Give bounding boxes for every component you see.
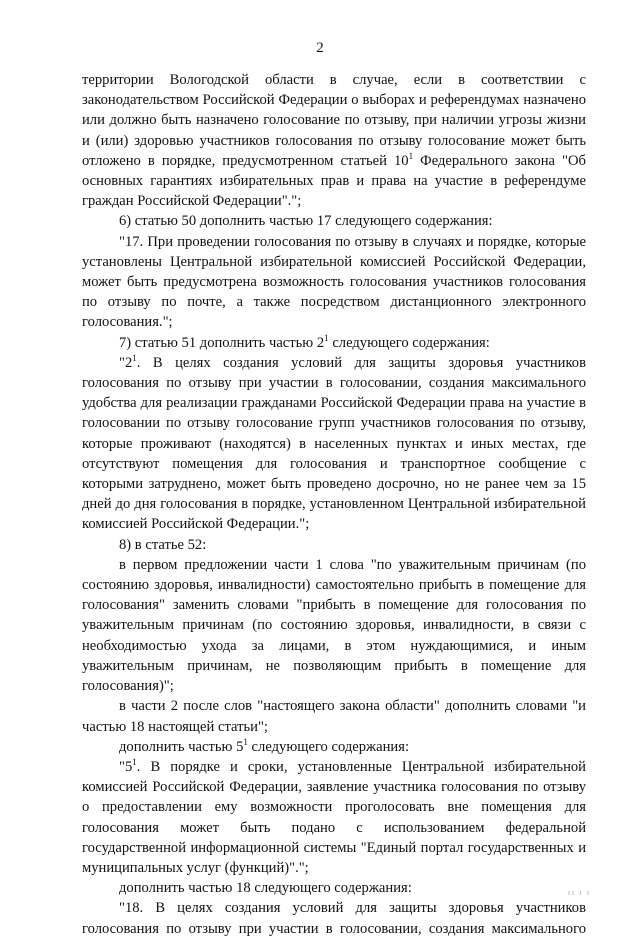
paragraph-item-8: 8) в статье 52: <box>119 536 207 553</box>
paragraph-part-17: "17. При проведении голосования по отзыву в случаях и порядке, которые установлены Центральной избирательной комиссией Российской Федерации, может быть предусмотрена возможность голосования участников голосования по отзыву по почте, а также посредством дистанционного электронного голосования."; <box>82 233 586 331</box>
paragraph-item-6: 6) статью 50 дополнить частью 17 следующего содержания: <box>119 213 493 230</box>
paragraph-part-5-1: "$5^1$. В порядке и сроки, установленные Центральной избирательной комиссией Российской Федерации, заявление участника голосования по отзыву о предоставлении ему возможности проголосовать вне помещения для голосования может быть подано с использованием федеральной государственной информационной системы "Единый портал государственных и муниципальных услуг (функций)"."; <box>82 756 586 876</box>
paragraph-add-part-18: дополнить частью 18 следующего содержания: <box>119 880 412 897</box>
paragraph-part-2-amendment: в части 2 после слов "настоящего закона области" дополнить словами "и частью 18 настоящей статьи"; <box>82 698 586 735</box>
paragraph-part-1-amendment: в первом предложении части 1 слова "по уважительным причинам (по состоянию здоровья, инвалидности) самостоятельно прибыть в помещение для голосования" заменить словами "прибыть в помещение для голосования по уважительным причинам (по состоянию здоровья, инвалидности, в связи с необходимостью ухода за лицами, в этом нуждающимися, и иным уважительным причинам, не позволяющим прибыть в помещение для голосования)"; <box>82 556 586 695</box>
page-number: 2 <box>316 40 324 56</box>
paragraph-item-7: 7) статью 51 дополнить частью $2^1$ следующего содержания: <box>119 332 490 351</box>
paragraph-continuation: территории Вологодской области в случае, если в соответствии с законодательством Российской Федерации о выборах и референдумах назначено или должно быть назначено голосование по отзыву, при наличии угрозы жизни и (или) здоровью участников голосования по отзыву голосование может быть отложено в порядке, предусмотренном статьей $10^1$ Федерального закона "Об основных гарантиях избирательных прав и права на участие в референдуме граждан Российской Федерации"."; <box>82 72 586 210</box>
corner-mark: II I I <box>568 891 591 897</box>
paragraph-part-2-1: "$2^1$. В целях создания условий для защиты здоровья участников голосования по отзыву при участии в голосовании, создания максимального удобства для реализации гражданами Российской Федерации права на участие в голосовании по отзыву голосование групп участников голосования по отзыву, которые проживают (находятся) в населенных пунктах и иных местах, где отсутствуют помещения для голосования и транспортное сообщение с которыми затруднено, может быть проведено досрочно, но не ранее чем за 15 дней до дня голосования в порядке, установленном Центральной избирательной комиссией Российской Федерации."; <box>82 352 586 533</box>
paragraph-part-18: "18. В целях создания условий для защиты здоровья участников голосования по отзыву при участии в голосовании, создания максимального <box>82 900 586 937</box>
paragraph-add-part-5-1: дополнить частью $5^1$ следующего содержания: <box>119 736 410 755</box>
document-body <box>82 70 586 939</box>
